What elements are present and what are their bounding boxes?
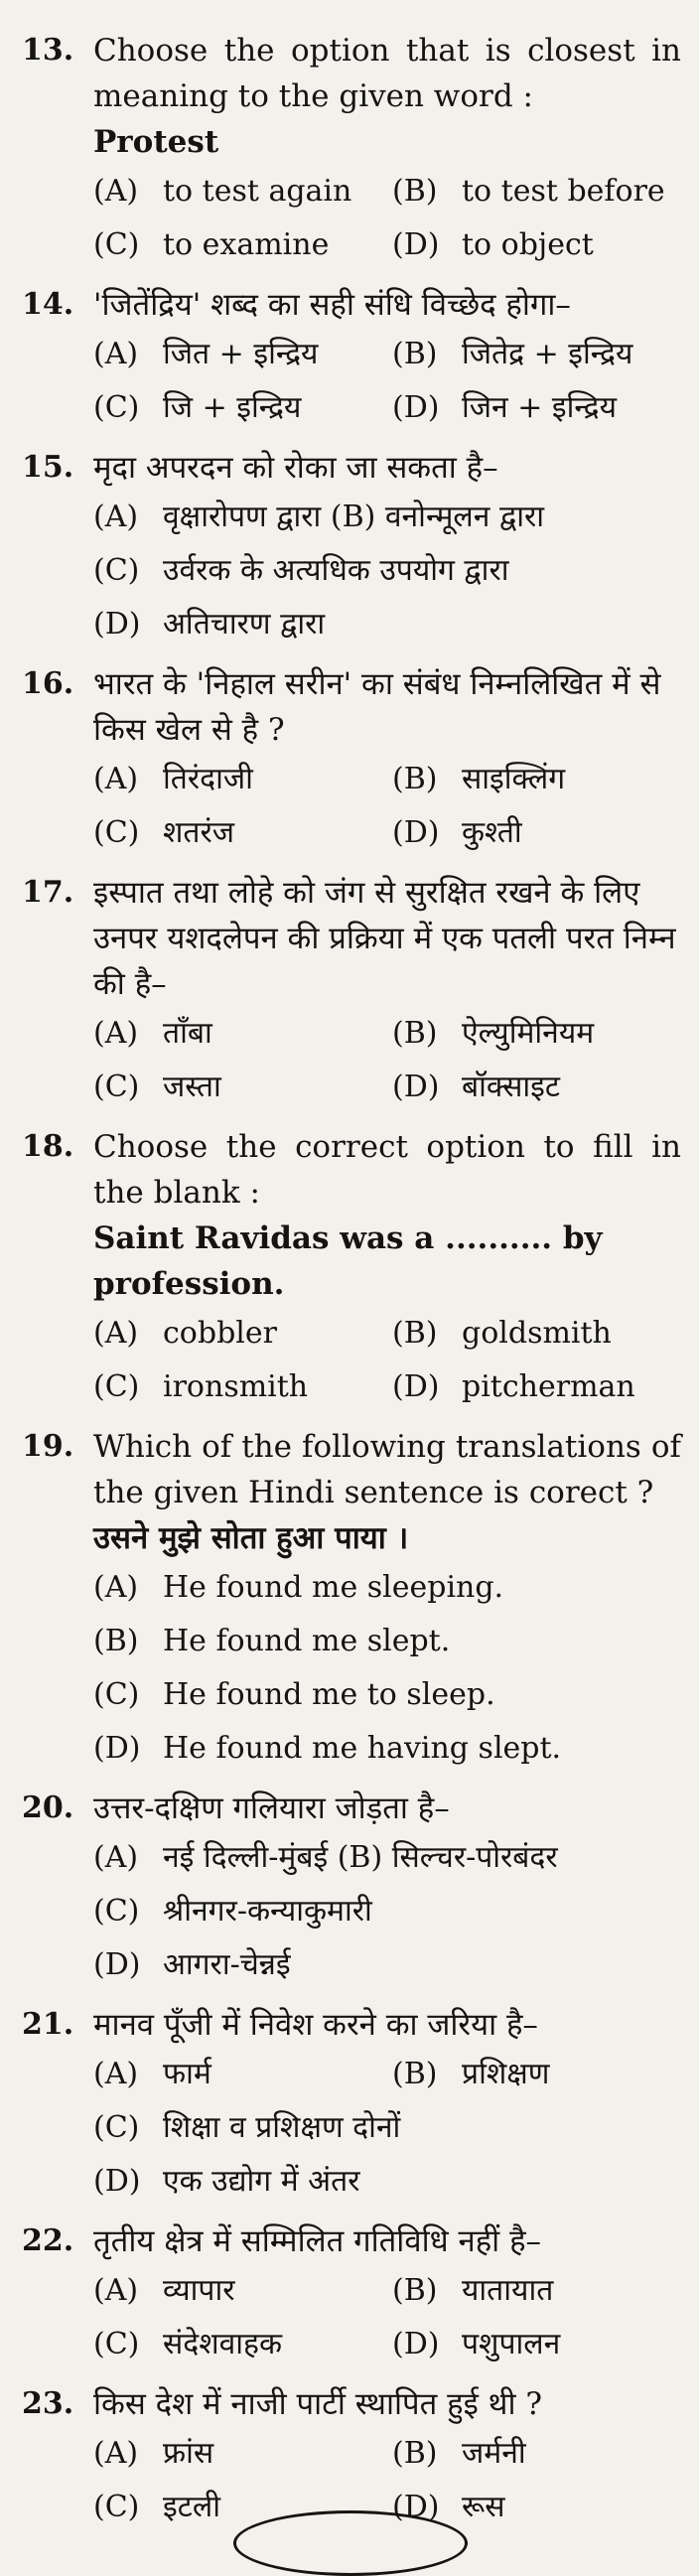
option-a[interactable]: [93, 2427, 382, 2481]
question-number: 22.: [22, 2223, 74, 2258]
options-list: [93, 1831, 681, 1992]
options-list: [93, 2048, 681, 2209]
option-label: (B): [392, 762, 438, 796]
option-text: He found me having slept.: [163, 1731, 562, 1766]
option-a[interactable]: [93, 328, 382, 381]
question-header: [22, 282, 681, 328]
question-header: [22, 445, 681, 491]
option-text: रूस: [462, 2490, 505, 2524]
option-label: (C): [93, 1070, 140, 1104]
option-label: (A): [93, 1316, 139, 1351]
option-text: पशुपालन: [462, 2327, 561, 2361]
option-c[interactable]: [93, 1885, 681, 1938]
option-text: He found me to sleep.: [163, 1677, 495, 1712]
options-list: [93, 753, 681, 860]
option-text: pitcherman: [462, 1369, 635, 1404]
option-label: (C): [93, 2490, 140, 2524]
question-number: 19.: [22, 1429, 74, 1464]
option-text: यातायात: [462, 2273, 554, 2308]
options-list: [93, 1007, 681, 1114]
question-text: भारत के 'निहाल सरीन' का संबंध निम्नलिखित में से किस खेल से है ?: [93, 666, 661, 748]
option-a[interactable]: [93, 1831, 681, 1885]
option-label: (C): [93, 227, 140, 262]
option-text: जस्ता: [163, 1070, 221, 1104]
question-number: 21.: [22, 2007, 74, 2042]
option-d[interactable]: [93, 598, 681, 651]
option-label: (B): [392, 1316, 438, 1351]
question-header: [22, 2218, 681, 2264]
option-label: (C): [93, 1894, 140, 1929]
option-text: ताँबा: [163, 1016, 212, 1051]
question-text: उत्तर-दक्षिण गलियारा जोड़ता है–: [93, 1790, 450, 1826]
question-number: 16.: [22, 666, 74, 701]
question-7: [22, 1786, 681, 1992]
options-list: [93, 165, 681, 272]
option-text: ऐल्युमिनियम: [462, 1016, 595, 1051]
option-text: अतिचारण द्वारा: [163, 607, 326, 642]
option-label: (B): [392, 2436, 438, 2471]
option-c[interactable]: [93, 1360, 382, 1414]
option-text: साइक्लिंग: [462, 762, 566, 796]
question-3: [22, 661, 681, 860]
question-number: 18.: [22, 1129, 74, 1164]
option-d[interactable]: [392, 381, 681, 435]
page-footer-oval: [233, 2510, 468, 2576]
question-text: मृदा अपरदन को रोका जा सकता है–: [93, 450, 498, 486]
options-list: [93, 1561, 681, 1776]
option-a[interactable]: [93, 1307, 382, 1360]
option-text: शतरंज: [163, 815, 235, 850]
option-a[interactable]: [93, 2048, 382, 2101]
question-text: तृतीय क्षेत्र में सम्मिलित गतिविधि नहीं है–: [93, 2223, 542, 2259]
option-label: (D): [392, 815, 440, 850]
option-text: श्रीनगर-कन्याकुमारी: [163, 1894, 372, 1929]
option-label: (A): [93, 500, 139, 534]
option-label: (B): [392, 1016, 438, 1051]
option-label: (A): [93, 2057, 139, 2091]
option-label: (A): [93, 2436, 139, 2471]
option-b[interactable]: [392, 328, 681, 381]
option-label: (D): [392, 1369, 440, 1404]
option-label: (D): [392, 390, 440, 425]
option-c[interactable]: [93, 1061, 382, 1114]
option-label: (D): [93, 1947, 141, 1982]
question-header: [22, 1124, 681, 1216]
question-text: इस्पात तथा लोहे को जंग से सुरक्षित रखने के लिए उनपर यशदलेपन की प्रक्रिया में एक पतली परत निम्न की है–: [93, 875, 676, 1002]
option-b[interactable]: [392, 165, 681, 218]
option-label: (B): [392, 174, 438, 209]
option-label: (D): [392, 2490, 440, 2524]
option-label: (C): [93, 2110, 140, 2145]
option-d[interactable]: [93, 2155, 681, 2209]
option-label: (C): [93, 553, 140, 588]
option-text: He found me sleeping.: [163, 1570, 504, 1605]
option-text: प्रशिक्षण: [462, 2057, 550, 2091]
option-text: आगरा-चेन्नई: [163, 1947, 291, 1982]
option-b[interactable]: [392, 2264, 681, 2318]
option-text: जि + इन्द्रिय: [163, 390, 302, 425]
option-text: to test before: [462, 174, 665, 209]
options-list: [93, 2264, 681, 2371]
option-label: (B): [392, 2057, 438, 2091]
option-b[interactable]: [392, 753, 681, 806]
option-text: फार्म: [163, 2057, 211, 2091]
option-text: जितेद्र + इन्द्रिय: [462, 337, 633, 371]
question-prompt: Protest: [93, 124, 219, 160]
option-d[interactable]: [392, 1360, 681, 1414]
option-c[interactable]: [93, 544, 681, 598]
option-c[interactable]: [93, 1668, 681, 1722]
question-text: Choose the option that is closest in meaning to the given word :: [93, 33, 681, 114]
question-header: [22, 1786, 681, 1831]
question-text: Choose the correct option to fill in the blank :: [93, 1129, 681, 1211]
option-text: जिन + इन्द्रिय: [462, 390, 617, 425]
option-label: (D): [392, 227, 440, 262]
option-text: वृक्षारोपण द्वारा (B) वनोन्मूलन द्वारा: [163, 500, 545, 534]
question-number: 17.: [22, 875, 74, 910]
option-text: नई दिल्ली-मुंबई (B) सिल्चर-पोरबंदर: [163, 1840, 558, 1875]
option-a[interactable]: [93, 1561, 681, 1615]
option-label: (D): [93, 2164, 141, 2199]
option-label: (C): [93, 1677, 140, 1712]
option-label: (A): [93, 1570, 139, 1605]
option-a[interactable]: [93, 753, 382, 806]
option-label: (C): [93, 390, 140, 425]
option-text: उर्वरक के अत्यधिक उपयोग द्वारा: [163, 553, 509, 588]
question-header: [22, 2002, 681, 2048]
question-4: [22, 870, 681, 1114]
option-text: जित + इन्द्रिय: [163, 337, 319, 371]
question-5: [22, 1124, 681, 1414]
question-number: 13.: [22, 33, 74, 68]
option-text: व्यापार: [163, 2273, 235, 2308]
option-a[interactable]: [93, 2264, 382, 2318]
option-label: (A): [93, 174, 139, 209]
option-text: शिक्षा व प्रशिक्षण दोनों: [163, 2110, 401, 2145]
option-a[interactable]: [93, 165, 382, 218]
options-list: [93, 328, 681, 435]
option-d[interactable]: [93, 1938, 681, 1992]
option-label: (A): [93, 1016, 139, 1051]
question-text: 'जितेंद्रिय' शब्द का सही संधि विच्छेद होगा–: [93, 287, 571, 323]
options-list: [93, 491, 681, 651]
option-text: goldsmith: [462, 1316, 612, 1351]
question-text: मानव पूँजी में निवेश करने का जरिया है–: [93, 2007, 538, 2043]
option-d[interactable]: [392, 1061, 681, 1114]
option-text: बॉक्साइट: [462, 1070, 560, 1104]
option-text: तिरंदाजी: [163, 762, 253, 796]
option-text: फ्रांस: [163, 2436, 214, 2471]
question-6: [22, 1424, 681, 1776]
option-c[interactable]: [93, 2318, 382, 2371]
question-header: [22, 28, 681, 119]
option-label: (D): [93, 1731, 141, 1766]
option-text: कुश्ती: [462, 815, 522, 850]
option-text: जर्मनी: [462, 2436, 526, 2471]
question-8: [22, 2002, 681, 2209]
option-text: एक उद्योग में अंतर: [163, 2164, 360, 2199]
question-header: [22, 870, 681, 1007]
question-9: [22, 2218, 681, 2371]
option-label: (C): [93, 1369, 140, 1404]
question-text: Which of the following translations of the given Hindi sentence is corect ?: [93, 1429, 681, 1510]
option-text: to test again: [163, 174, 352, 209]
option-text: संदेशवाहक: [163, 2327, 283, 2361]
question-1: [22, 282, 681, 435]
option-c[interactable]: [93, 2101, 681, 2155]
question-list: [22, 28, 681, 2534]
option-b[interactable]: [392, 2427, 681, 2481]
option-c[interactable]: [93, 381, 382, 435]
question-number: 23.: [22, 2386, 74, 2421]
option-d[interactable]: [392, 2318, 681, 2371]
question-text: किस देश में नाजी पार्टी स्थापित हुई थी ?: [93, 2386, 542, 2422]
question-2: [22, 445, 681, 651]
option-text: इटली: [163, 2490, 220, 2524]
options-list: [93, 1307, 681, 1414]
question-header: [22, 661, 681, 753]
question-number: 14.: [22, 287, 74, 322]
option-b[interactable]: [392, 1007, 681, 1061]
option-label: (B): [392, 2273, 438, 2308]
option-label: (D): [93, 607, 141, 642]
option-label: (A): [93, 337, 139, 371]
option-d[interactable]: [392, 218, 681, 272]
option-a[interactable]: [93, 491, 681, 544]
option-text: cobbler: [163, 1316, 277, 1351]
question-0: [22, 28, 681, 272]
option-label: (A): [93, 1840, 139, 1875]
option-c[interactable]: [93, 806, 382, 860]
question-number: 15.: [22, 450, 74, 485]
option-c[interactable]: [93, 218, 382, 272]
option-b[interactable]: [392, 1307, 681, 1360]
question-prompt: उसने मुझे सोता हुआ पाया ।: [93, 1520, 409, 1556]
option-label: (A): [93, 2273, 139, 2308]
option-text: to object: [462, 227, 594, 262]
question-prompt: Saint Ravidas was a .......... by profession.: [93, 1220, 603, 1302]
option-label: (C): [93, 2327, 140, 2361]
question-header: [22, 2381, 681, 2427]
option-text: to examine: [163, 227, 330, 262]
option-label: (C): [93, 815, 140, 850]
option-label: (A): [93, 762, 139, 796]
option-label: (B): [93, 1624, 139, 1658]
question-header: [22, 1424, 681, 1515]
option-label: (D): [392, 2327, 440, 2361]
option-b[interactable]: [392, 2048, 681, 2101]
question-number: 20.: [22, 1790, 74, 1825]
option-text: ironsmith: [163, 1369, 309, 1404]
option-b[interactable]: [93, 1615, 681, 1668]
option-d[interactable]: [93, 1722, 681, 1776]
option-label: (D): [392, 1070, 440, 1104]
option-a[interactable]: [93, 1007, 382, 1061]
option-d[interactable]: [392, 806, 681, 860]
option-text: He found me slept.: [163, 1624, 451, 1658]
option-label: (B): [392, 337, 438, 371]
